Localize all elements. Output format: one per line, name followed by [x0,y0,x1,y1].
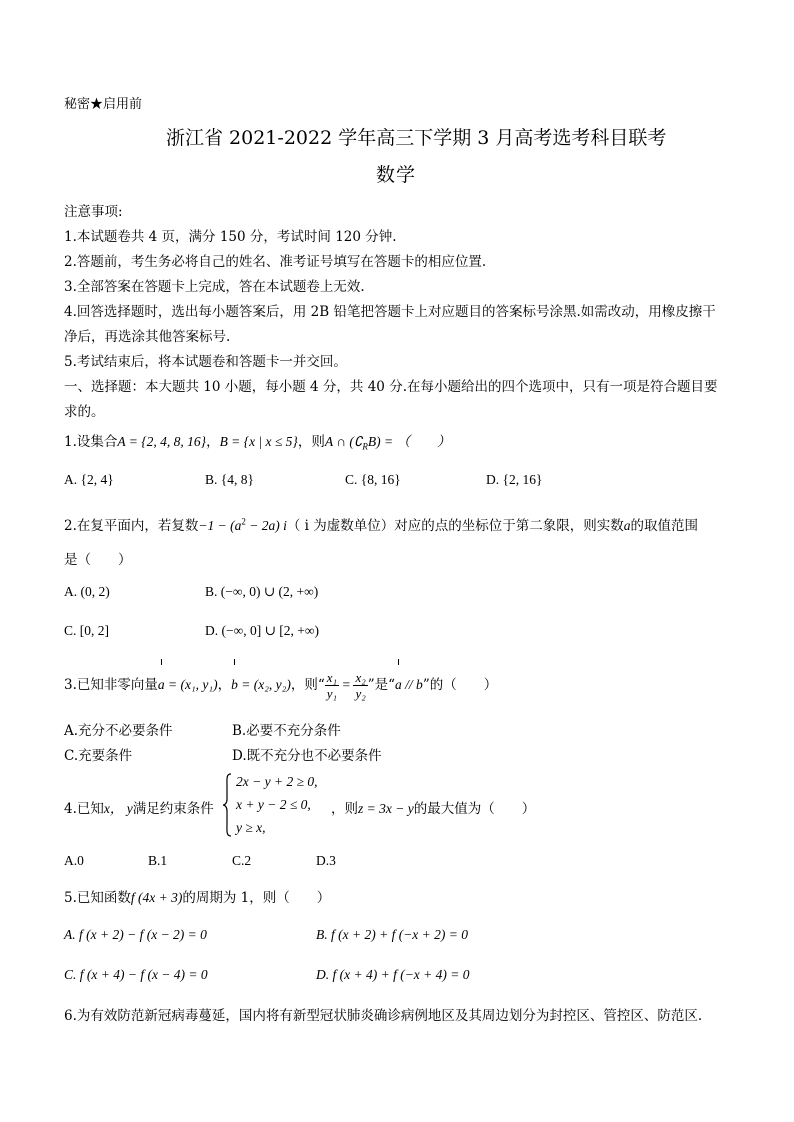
q2-line2: 是（ ） [64,552,132,568]
q1-sub: R [362,441,368,452]
q4-expr: z = 3x − y [358,801,414,816]
q5-suffix: 的周期为 1，则（ ） [182,890,331,906]
q1-set-a: A = {2, 4, 8, 16} [117,434,207,449]
q3-mid: ，则“ [290,677,325,693]
q1-option-d: D. {2, 16} [486,472,543,487]
q1-set-b: B = {x | x ≤ 5} [219,434,298,449]
question-2 [64,514,698,534]
q4-tail [331,797,535,817]
q2-option-b: B. (−∞, 0) ∪ (2, +∞) [205,584,319,599]
q4-option-d: D.3 [316,853,336,868]
q1-option-a: A. {2, 4} [64,472,114,487]
q3-option-d: D.既不充分也不必要条件 [232,748,382,764]
q3-frac1-den: y₁ [326,686,338,701]
q3-parallel: a // b [395,665,423,705]
q2-prefix: 2.在复平面内，若复数 [64,518,199,534]
q2-var: a [623,518,631,533]
q2-option-d: D. (−∞, 0] ∪ [2, +∞) [205,623,320,638]
q2-sup: 2 [241,516,246,527]
q4-constraint-3: y ≥ x, [236,820,266,835]
q1-sep: ， [206,434,220,450]
left-brace-icon [222,773,232,837]
q4-option-a: A.0 [64,853,84,868]
question-6: 6.为有效防范新冠病毒蔓延，国内将有新型冠状肺炎确诊病例地区及其周边划分为封控区、管控区、防范区. [64,1008,703,1024]
note-item: 5.考试结束后，将本试题卷和答题卡一并交回。 [64,354,347,370]
q5-option-c: C. f (x + 4) − f (x − 4) = 0 [64,967,208,982]
secret-mark: 秘密★启用前 [64,97,143,112]
q3-suffix: ”的（ ） [422,677,498,693]
note-item: 1.本试题卷共 4 页，满分 150 分，考试时间 120 分钟. [64,229,397,245]
q1-ask: ，则 [297,434,325,450]
section-heading: 一、选择题：本大题共 10 小题，每小题 4 分，共 40 分.在每小题给出的四个选项中，只有一项是符合题目要 [64,379,718,395]
q4-option-b: B.1 [148,853,168,868]
q3-option-a: A.充分不必要条件 [64,723,173,739]
q3-eq: = [339,677,354,692]
question-1 [64,430,451,452]
q2-option-a: A. (0, 2) [64,584,110,599]
q4-cond: 满足约束条件 [132,801,214,817]
q2-suffix: （ i 为虚数单位）对应的点的坐标位于第二象限，则实数 [286,518,624,534]
q3-option-b: B.必要不充分条件 [232,723,341,739]
q3-fraction-2 [353,670,367,701]
q3-sep: ， [217,677,232,693]
q3-vec-a: a = (x₁, y₁) [158,665,218,705]
q1-prefix: 1.设集合 [64,434,118,450]
q4-ask: ，则 [331,801,358,817]
q3-mid2: ”是“ [367,677,396,693]
q4-constraint-2: x + y − 2 ≤ 0, [236,797,311,812]
q1-option-c: C. {8, 16} [345,472,401,487]
q5-option-d: D. f (x + 4) + f (−x + 4) = 0 [316,967,470,982]
q3-frac2-den: y₂ [355,686,366,701]
q5-prefix: 5.已知函数 [64,890,131,906]
q3-vec-b: b = (x₂, y₂) [231,665,291,705]
q3-prefix: 3.已知非零向量 [64,677,158,693]
notes-heading: 注意事项: [64,204,123,220]
question-5 [64,886,330,906]
q5-option-b: B. f (x + 2) + f (−x + 2) = 0 [316,927,469,942]
q5-option-a: A. f (x + 2) − f (x − 2) = 0 [64,927,207,942]
q4-suffix: 的最大值为（ ） [413,801,536,817]
note-item: 2.答题前，考生务必将自己的姓名、准考证号填写在答题卡的相应位置. [64,254,487,270]
q1-expr: A ∩ (∁ [324,434,363,449]
q2-suffix2: 的取值范围 [630,518,698,534]
q5-expr: f (4x + 3) [130,890,183,905]
section-heading-cont: 求的。 [64,404,105,420]
subject-title: 数学 [376,164,417,186]
q2-expr2: − 2a) i [245,518,287,533]
q2-expr: −1 − (a [198,518,242,533]
q3-frac2-num: x₂ [355,670,366,685]
q3-option-c: C.充要条件 [64,748,133,764]
q1-option-b: B. {4, 8} [205,472,254,487]
q4-option-c: C.2 [232,853,252,868]
q3-frac1-num: x₁ [326,670,338,685]
note-item: 4.回答选择题时，选出每小题答案后，用 2B 铅笔把答题卡上对应题目的答案标号涂黑.如需改动，用橡皮擦干 [64,304,716,320]
q3-fraction-1 [325,670,339,701]
q1-expr2: B) = （ ） [367,434,451,449]
exam-title: 浙江省 2021-2022 学年高三下学期 3 月高考选考科目联考 [166,127,667,149]
question-4 [64,797,214,817]
note-item: 3.全部答案在答题卡上完成，答在本试题卷上无效. [64,279,365,295]
q4-vars: x， y [103,801,133,816]
question-3 [64,665,497,705]
q2-option-c: C. [0, 2] [64,623,109,638]
q4-prefix: 4.已知 [64,801,104,817]
q4-constraint-1: 2x − y + 2 ≥ 0, [236,774,318,789]
note-item: 净后，再选涂其他答案标号. [64,329,231,345]
